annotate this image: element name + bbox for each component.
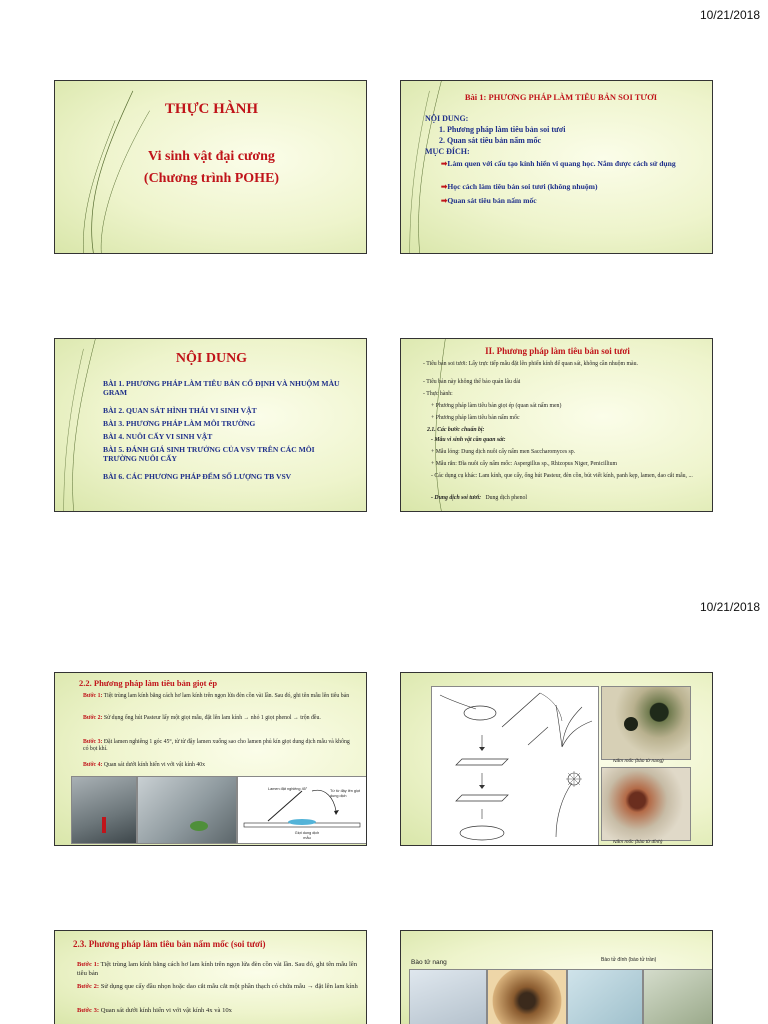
slide-2-noidung-label: NỘI DUNG:: [425, 114, 469, 123]
slide-4-title: II. Phương pháp làm tiêu bản soi tươi: [485, 346, 630, 356]
slide-2-goal-3: [441, 196, 701, 205]
diagram-coverslip: [237, 776, 367, 844]
slide-2-goal-2-text: Học cách làm tiêu bản soi tươi (không nhuộm): [447, 182, 598, 191]
slide-4-line-4: + Phương pháp làm tiêu bản giọt ép (quan sát nấm men): [431, 403, 562, 409]
arrow-icon: ➡: [441, 196, 448, 205]
step-label: Bước 3:: [83, 739, 103, 745]
arrow-icon: ➡: [441, 182, 448, 191]
slide-4-line-5: + Phương pháp làm tiêu bản nấm mốc: [431, 415, 520, 421]
page-date-top: 10/21/2018: [699, 8, 760, 22]
photo-conidia-1: [567, 969, 643, 1024]
slide-2: [400, 80, 713, 254]
slide-7-step-1: [77, 961, 359, 978]
slide-4-line-2: - Tiêu bản này không thể bảo quản lâu dài: [423, 379, 521, 385]
slide-7-step-3: [77, 1007, 359, 1016]
slide-4-line-6: 2.1. Các bước chuẩn bị:: [427, 427, 485, 433]
slide-5: [54, 672, 367, 846]
slide-8: [400, 930, 713, 1024]
photo-lab-bench: [71, 776, 137, 844]
slide-7-title: 2.3. Phương pháp làm tiêu bản nấm mốc (soi tươi): [73, 939, 266, 949]
step-label: Bước 3:: [77, 1007, 100, 1014]
step-label: Bước 2:: [77, 983, 100, 990]
sporangium-head: [624, 717, 638, 731]
slide-1-subtitle-1: Vi sinh vật đại cương: [148, 149, 275, 164]
step-label: Bước 4:: [83, 762, 103, 768]
slide-1-subtitle-2: (Chương trình POHE): [143, 171, 280, 186]
step-label: Bước 1:: [77, 961, 100, 968]
caption-conidia: Nấm mốc (bào tử đính): [613, 840, 663, 845]
step-text: Tiệt trùng lam kính bằng cách hơ lam kính trên ngọn lửa đèn cồn vài lần. Sau đó, ghi tên mẫu lên tiêu bản: [77, 961, 358, 977]
slide-3-item-4: BÀI 4. NUÔI CẤY VI SINH VẬT: [103, 432, 213, 441]
step-text: Đặt lamen nghiêng 1 góc 45°, từ từ đậy lamen xuống sao cho lamen phủ kín giọt dung dịch mẫu và không có bọt khí.: [83, 739, 350, 753]
slide-4-line-7: - Mẫu vi sinh vật cần quan sát:: [431, 437, 506, 443]
slide-3-item-1: BÀI 1. PHƯƠNG PHÁP LÀM TIÊU BẢN CỐ ĐỊNH VÀ NHUỘM MÀU GRAM: [103, 379, 340, 397]
photo-conidia-2: [643, 969, 713, 1024]
slide-3-item-5: BÀI 5. ĐÁNH GIÁ SINH TRƯỞNG CỦA VSV TRÊN CÁC MÔI TRƯỜNG NUÔI CẤY: [103, 445, 315, 463]
slide-4-line-11-value: Dung dịch phenol: [485, 495, 527, 501]
diagram-label-1: Lamen đặt nghiêng 45°: [268, 787, 308, 791]
slide-7-step-2: [77, 983, 359, 992]
step-text: Quan sát dưới kính hiển vi với vật kính 40x: [103, 762, 206, 768]
slide-7: [54, 930, 367, 1024]
slide-2-goal-1-text: Làm quen với cấu tạo kính hiển vi quang học. Nắm được cách sử dụng: [447, 159, 676, 168]
step-text: Sử dụng ống hút Pasteur lấy một giọt mẫu, đặt lên lam kính → nhỏ 1 giọt phenol → trộn đều.: [103, 715, 321, 721]
red-marker: [102, 817, 106, 833]
step-label: Bước 2:: [83, 715, 103, 721]
slide-2-title: Bài 1: PHƯƠNG PHÁP LÀM TIÊU BẢN SOI TƯƠI: [464, 92, 658, 102]
slide-3-item-2: BÀI 2. QUAN SÁT HÌNH THÁI VI SINH VẬT: [103, 406, 257, 415]
slide-4-line-9: + Mẫu rắn: Đĩa nuôi cấy nấm mốc: Aspergillus sp., Rhizopus Niger, Penicillium: [431, 461, 617, 467]
slide-3-item-3: BÀI 3. PHƯƠNG PHÁP LÀM MÔI TRƯỜNG: [103, 419, 256, 428]
slide-8-label-1: Bào tử nang: [411, 959, 447, 966]
slide-4-line-3: - Thực hành:: [423, 391, 453, 397]
slide-4-line-1: - Tiêu bản soi tươi: Lấy trực tiếp mẫu đặt lên phiến kính để quan sát, không cần nhuộm màu.: [423, 361, 638, 367]
slide-2-goal-2: [441, 182, 701, 191]
photo-sporangium: [601, 686, 691, 760]
photo-conidia: [601, 767, 691, 841]
slide-2-mucdich-label: MỤC ĐÍCH:: [425, 147, 470, 156]
slide-5-title: 2.2. Phương pháp làm tiêu bản giọt ép: [79, 678, 218, 688]
step-text: Quan sát dưới kính hiển vi với vật kính 4x và 10x: [100, 1007, 232, 1014]
slide-2-goal-3-text: Quan sát tiêu bản nấm mốc: [447, 196, 537, 205]
slide-4-line-10: - Các dụng cụ khác: Lam kính, que cấy, ống hút Pasteur, đèn cồn, bút viết kính, panh kẹp, lamen, dao cắt mẫu, ...: [431, 473, 693, 479]
slide-2-goal-1: [441, 159, 701, 168]
slide-1: [54, 80, 367, 254]
slide-5-step-3: [83, 739, 353, 754]
slide-3-title: NỘI DUNG: [175, 351, 248, 366]
green-drop: [190, 821, 208, 831]
slide-3: [54, 338, 367, 512]
diagram-label-3: Giọt dung dịch mẫu: [294, 831, 320, 840]
slide-4-line-11-label: - Dung dịch soi tươi:: [431, 495, 482, 501]
photo-sporangia-2: [487, 969, 567, 1024]
slide-3-item-6: BÀI 6. CÁC PHƯƠNG PHÁP ĐẾM SỐ LƯỢNG TB VSV: [103, 472, 292, 481]
slide-5-step-1: [83, 693, 353, 700]
arrow-icon: ➡: [441, 159, 448, 168]
step-text: Tiệt trùng lam kính bằng cách hơ lam kính trên ngọn lửa đèn cồn vài lần. Sau đó, ghi tên mẫu lên tiêu bản: [103, 693, 350, 699]
diagram-label-2: Từ từ đậy lên giọt dung dịch: [330, 789, 360, 798]
slide-2-item-2: 2. Quan sát tiêu bản nấm mốc: [439, 136, 542, 145]
slide-5-step-4: [83, 762, 353, 769]
photo-sporangia-1: [409, 969, 487, 1024]
slide-2-item-1: 1. Phương pháp làm tiêu bản soi tươi: [439, 125, 566, 134]
slide-4: [400, 338, 713, 512]
slide-1-title: THỰC HÀNH: [164, 101, 259, 117]
slide-4-line-8: + Mẫu lỏng: Dung dịch nuôi cấy nấm men Saccharomyces sp.: [431, 449, 576, 455]
slide-5-step-2: [83, 715, 353, 722]
photo-pipette-hand: [137, 776, 237, 844]
page-date-middle: 10/21/2018: [699, 600, 760, 614]
drawing-slide-preparation: [431, 686, 599, 846]
slide-4-line-11: [431, 495, 707, 502]
step-label: Bước 1:: [83, 693, 103, 699]
slide-6: [400, 672, 713, 846]
step-text: Sử dụng que cấy đầu nhọn hoặc dao cắt mẫu cắt một phần thạch có chứa mẫu → đặt lên lam kính: [100, 983, 358, 990]
caption-sporangium: Nấm mốc (bào tử nang): [613, 759, 664, 764]
slide-preparation-drawing: [432, 687, 598, 845]
slide-8-label-2: Bào tử đính (bào tử trần): [601, 957, 657, 963]
